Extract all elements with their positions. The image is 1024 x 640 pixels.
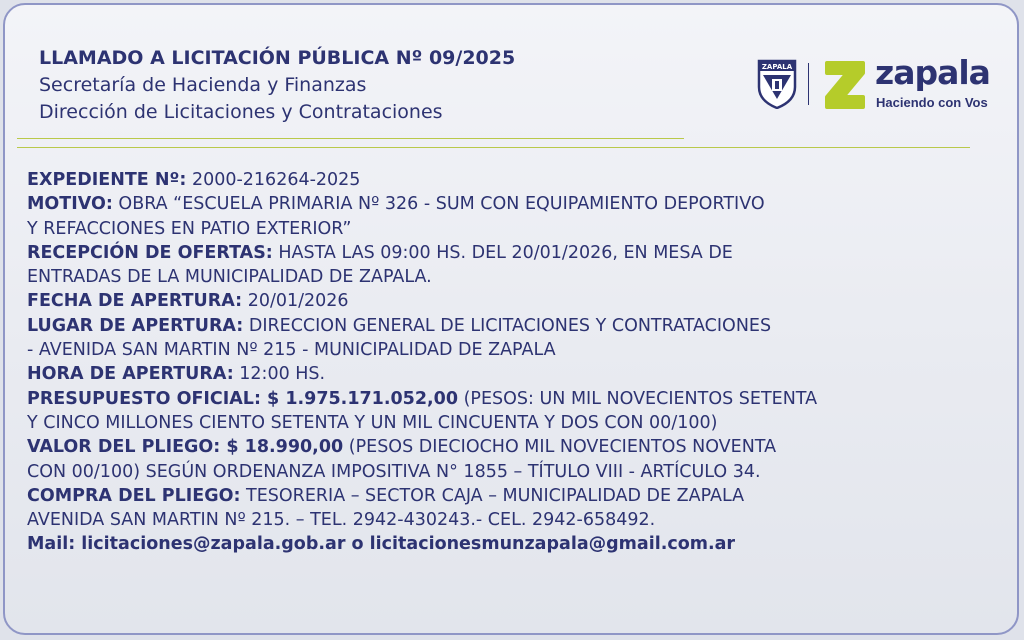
expediente-value: 2000-216264-2025 — [186, 170, 361, 190]
presupuesto-value: (PESOS: UN MIL NOVECIENTOS SETENTA — [458, 388, 818, 409]
department-line: Secretaría de Hacienda y Finanzas — [39, 74, 367, 96]
office-line: Dirección de Licitaciones y Contrataciones — [39, 101, 443, 123]
municipal-shield-icon — [757, 59, 797, 109]
header — [39, 45, 515, 126]
hora-label: HORA DE APERTURA: — [27, 364, 234, 385]
fecha-row — [27, 289, 1017, 313]
header-divider-long — [17, 147, 970, 148]
compra-value-cont: AVENIDA SAN MARTIN Nº 215. – TEL. 2942-430243.- CEL. 2942-658492. — [27, 510, 656, 531]
brand-tagline: Haciendo con Vos — [876, 95, 988, 110]
zapala-logo — [757, 53, 997, 115]
compra-value: TESORERIA – SECTOR CAJA – MUNICIPALIDAD DE ZAPALA — [240, 485, 745, 506]
valor-label: VALOR DEL PLIEGO: — [27, 437, 221, 458]
tender-details — [27, 168, 1017, 557]
recepcion-label: RECEPCIÓN DE OFERTAS: — [27, 242, 273, 263]
compra-row — [27, 484, 1017, 508]
header-divider-short — [17, 138, 684, 139]
lugar-value-cont: - AVENIDA SAN MARTIN Nº 215 - MUNICIPALIDAD DE ZAPALA — [27, 340, 556, 361]
fecha-value: 20/01/2026 — [242, 291, 349, 312]
zapala-z-mark-icon — [821, 59, 869, 111]
presupuesto-row — [27, 387, 1017, 411]
lugar-value: DIRECCION GENERAL DE LICITACIONES Y CONTRATACIONES — [243, 315, 772, 336]
compra-label: COMPRA DEL PLIEGO: — [27, 485, 241, 506]
valor-value-cont: CON 00/100) SEGÚN ORDENANZA IMPOSITIVA N° 1855 – TÍTULO VIII - ARTÍCULO 34. — [27, 461, 761, 482]
brand-name: zapala — [875, 53, 990, 92]
presupuesto-value-cont: Y CINCO MILLONES CIENTO SETENTA Y UN MIL CINCUENTA Y DOS CON 00/100) — [27, 412, 718, 433]
shield-label: ZAPALA — [761, 63, 793, 71]
expediente-row — [27, 168, 1017, 192]
motivo-value: OBRA “ESCUELA PRIMARIA Nº 326 - SUM CON EQUIPAMIENTO DEPORTIVO — [112, 194, 765, 215]
announcement-title: LLAMADO A LICITACIÓN PÚBLICA Nº 09/2025 — [39, 47, 516, 69]
recepcion-value: HASTA LAS 09:00 HS. DEL 20/01/2026, EN MESA DE — [272, 242, 733, 263]
expediente-label: EXPEDIENTE Nº: — [27, 170, 187, 190]
valor-value: (PESOS DIECIOCHO MIL NOVECIENTOS NOVENTA — [343, 437, 777, 458]
hora-row — [27, 362, 1017, 386]
fecha-label: FECHA DE APERTURA: — [27, 291, 243, 312]
recepcion-row — [27, 241, 1017, 265]
motivo-label: MOTIVO: — [27, 194, 113, 215]
motivo-value-cont: Y REFACCIONES EN PATIO EXTERIOR” — [27, 218, 352, 239]
logo-divider — [808, 63, 809, 105]
lugar-label: LUGAR DE APERTURA: — [27, 315, 244, 336]
valor-row — [27, 435, 1017, 459]
announcement-card — [3, 3, 1019, 635]
presupuesto-amount: $ 1.975.171.052,00 — [260, 388, 459, 409]
contact-mail: Mail: licitaciones@zapala.gob.ar o licitacionesmunzapala@gmail.com.ar — [27, 534, 736, 555]
motivo-row — [27, 192, 1017, 216]
recepcion-value-cont: ENTRADAS DE LA MUNICIPALIDAD DE ZAPALA. — [27, 267, 432, 288]
hora-value: 12:00 HS. — [233, 364, 326, 385]
lugar-row — [27, 314, 1017, 338]
presupuesto-label: PRESUPUESTO OFICIAL: — [27, 388, 261, 409]
valor-amount: $ 18.990,00 — [220, 437, 344, 458]
